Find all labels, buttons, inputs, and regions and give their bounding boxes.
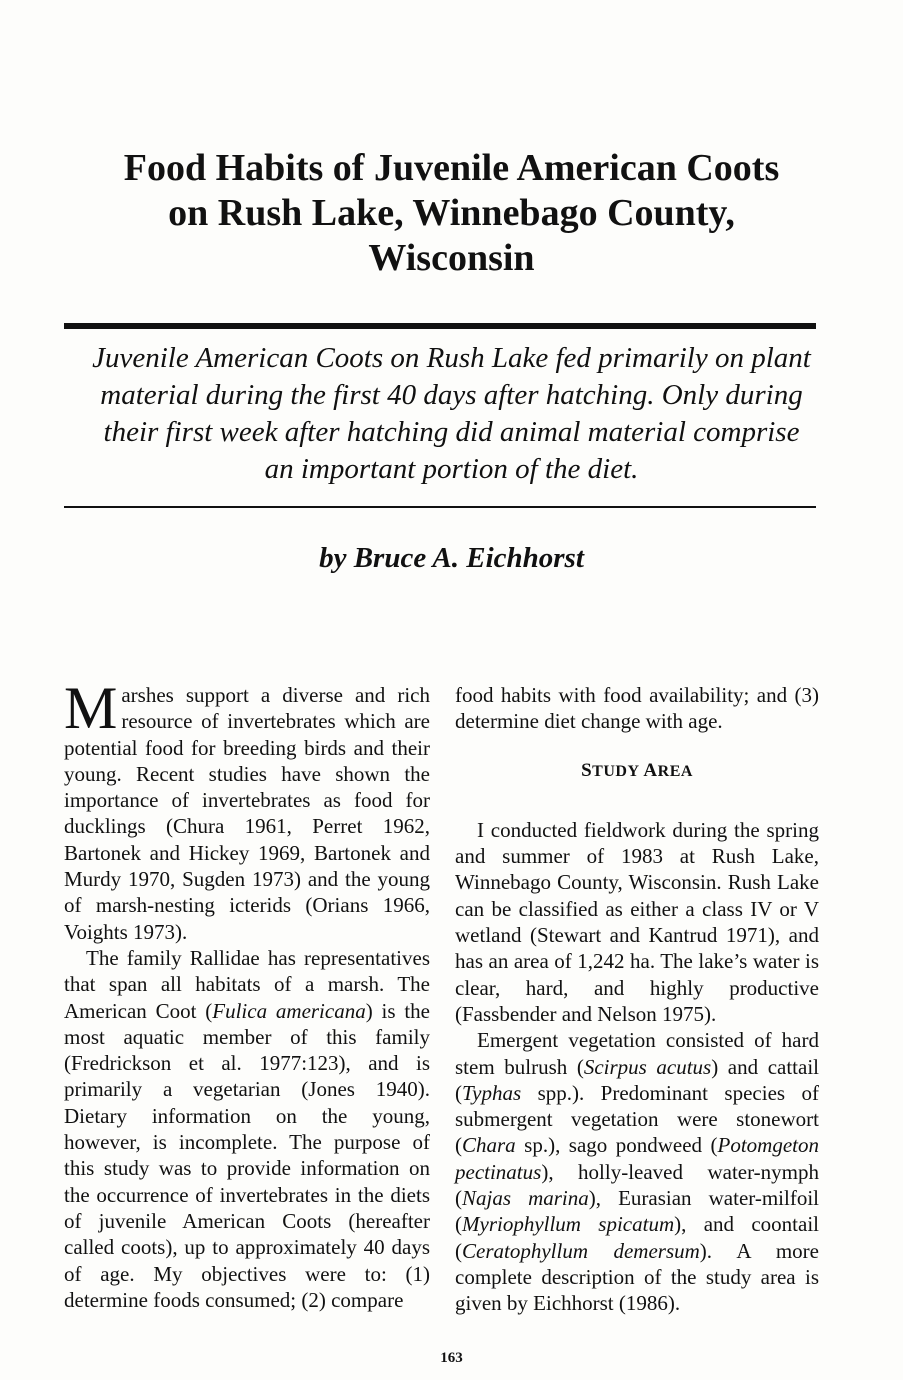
species-name: Typhas <box>462 1080 522 1105</box>
species-name: Myriophyllum spicatum <box>462 1212 675 1237</box>
page-number: 163 <box>440 1350 463 1366</box>
title-line: Wisconsin <box>368 237 535 279</box>
intro-paragraph <box>64 675 430 945</box>
heading-text: REA <box>657 762 693 780</box>
paragraph-text: ), and coontail ( <box>455 1212 819 1263</box>
paragraph-text: The family Rallidae has representatives that span all habitats of a marsh. The American Coot ( <box>64 945 430 1023</box>
species-name: Scirpus acutus <box>583 1054 712 1079</box>
fieldwork-paragraph: I conducted fieldwork during the spring and summer of 1983 at Rush Lake, Winnebago County, Wisconsin. Rush Lake can be classified as either a class IV or V wetland (Stewart and Kantrud 1971), and has an area of 1,242 ha. The lake’s water is clear, hard, and highly productive (Fassbender and Nelson 1975). <box>455 817 819 1026</box>
left-column <box>64 675 431 1313</box>
paragraph-text: sp.), sago pondweed ( <box>515 1133 718 1158</box>
author-byline: by Bruce A. Eichhorst <box>319 542 584 574</box>
intro-text: arshes support a diverse and rich resource of invertebrates which are potential food for breeding birds and their young. Recent studies have shown the importance of invertebrates as food for ducklings (Chura 1961, Perret 1962, Bartonek and Hickey 1969, Bartonek and Murdy 1970, Sugden 1973) and the young of marsh-nesting icterids (Orians 1966, Voights 1973). <box>64 683 430 944</box>
section-heading-study-area <box>455 758 819 785</box>
abstract <box>40 340 863 488</box>
paragraph-text: ) and cattail ( <box>455 1054 819 1105</box>
top-rule <box>64 323 816 329</box>
rallidae-paragraph <box>64 945 430 1313</box>
abstract-line: their first week after hatching did animal material comprise <box>103 416 800 448</box>
paragraph-text: ). A more complete description of the study area is given by Eichhorst (1986). <box>455 1238 819 1316</box>
abstract-line: an important portion of the diet. <box>264 453 639 485</box>
abstract-line: Juvenile American Coots on Rush Lake fed primarily on plant <box>92 342 811 374</box>
paragraph-text: ), Eurasian water-milfoil ( <box>455 1186 819 1237</box>
species-name: Najas marina <box>462 1186 589 1211</box>
heading-initial: S <box>581 759 593 781</box>
species-name: Fulica americana <box>212 998 366 1023</box>
heading-text: TUDY <box>592 762 644 780</box>
objectives-continuation: food habits with food availability; and (3) determine diet change with age. <box>455 683 819 734</box>
title-line: Food Habits of Juvenile American Coots <box>123 147 780 189</box>
heading-initial: A <box>643 759 658 781</box>
article-title <box>40 146 863 281</box>
right-column <box>455 682 819 1317</box>
title-line: on Rush Lake, Winnebago County, <box>168 192 735 234</box>
species-name: Chara <box>462 1133 516 1158</box>
vegetation-paragraph <box>455 1027 819 1316</box>
paragraph-text: spp.). Predominant species of submergent vegetation were stonewort ( <box>455 1080 819 1158</box>
species-name: Ceratophyllum demersum <box>462 1238 700 1263</box>
paragraph-text: ), holly-leaved water-nymph ( <box>455 1159 819 1211</box>
paragraph-text: Emergent vegetation consisted of hard stem bulrush ( <box>455 1028 819 1079</box>
species-name: Potomgeton pectinatus <box>455 1133 819 1184</box>
abstract-line: material during the first 40 days after hatching. Only during <box>100 379 803 411</box>
drop-cap: M <box>64 675 118 741</box>
paragraph-text: ) is the most aquatic member of this family (Fredrickson et al. 1977:123), and is primarily a vegetarian (Jones 1940). Dietary information on the young, however, is incomplete. The purpose of this study was to provide information on the occurrence of invertebrates in the diets of juvenile American Coots (hereafter called coots), up to approximately 40 days of age. My objectives were to: (1) determine foods consumed; (2) compare <box>64 998 431 1312</box>
bottom-rule <box>64 506 816 508</box>
